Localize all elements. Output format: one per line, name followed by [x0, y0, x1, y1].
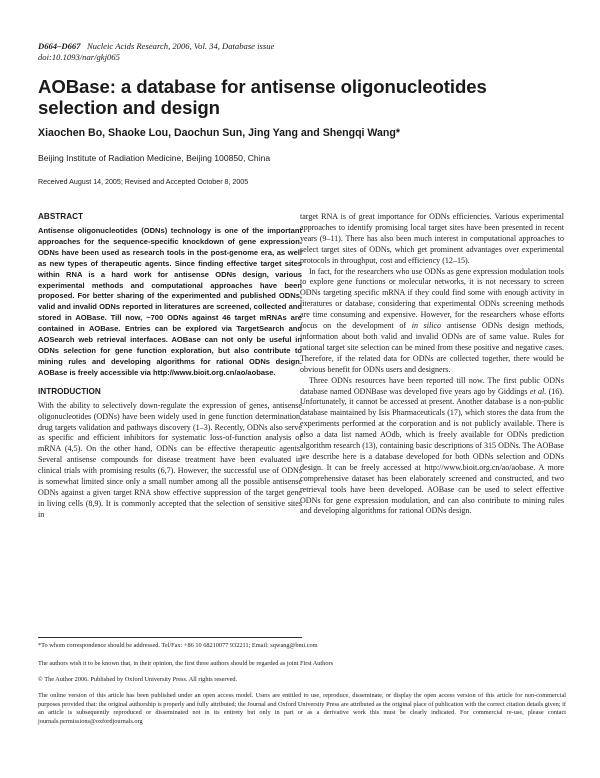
- affiliation: Beijing Institute of Radiation Medicine, Beijing 100850, China: [38, 153, 271, 163]
- body-paragraph-2: [300, 267, 564, 376]
- body-paragraph-3: [300, 376, 564, 518]
- footnote-license: The online version of this article has been published under an open access model. Users are entitled to use, reproduce, disseminate, or display the open access version of this article for non-commercial purposes provided that: the original authorship is properly and fully attributed; the Journal and Oxford University Press are attributed as the original place of publication with the correct citation details given; if an article is subsequently reproduced or disseminated not in its entirety but only in part or as a derivative work this must be clearly indicated. For commercial re-use, please contact journals.permissions@oxfordjournals.org: [38, 692, 566, 725]
- running-header: [38, 41, 558, 63]
- body-paragraph-3-a: Three ODNs resources have been reported till now. The first public ODNs database named ODNBase was developed five years ago by Giddings: [300, 375, 564, 396]
- abstract-heading: ABSTRACT: [38, 212, 84, 221]
- footnote-joint-authors: The authors wish it to be known that, in their opinion, the first three authors should be regarded as joint First Authors: [38, 660, 334, 667]
- footnote-rule: [38, 637, 302, 638]
- body-paragraph-2-b: antisense ODNs design methods, information about both valid and invalid ODNs are of same value. Rules for rational target site selection can be mined from these positive and negative cases. Therefore, if the related data for ODNs are collected together, there would be obvious benefit for ODNs users and designers.: [300, 321, 564, 374]
- body-paragraph-3-b: (16). Unfortunately, it cannot be accessed at present. Another database is a non-public database maintained by Isis Pharmaceuticals (17), which stores the data from the experiments performed at the corporation and is not publicly available. There is also a data list named AOdb, which is freely available for ODNs prediction algorithm research (13), containing basic descriptions of 315 ODNs. The AOBase we describe here is a database developed for both ODNs selection and ODNs design. It can be freely accessed at http://www.bioit.org.cn/ao/aobase. A more comprehensive dataset has been elaborately screened and constructed, and two retrieval tools have been developed. AOBase can be used to select effective ODNs for gene expression modulation, and can also contribute to mining rules and developing algorithms for rational ODNs design.: [300, 386, 565, 516]
- author-list: Xiaochen Bo, Shaoke Lou, Daochun Sun, Jing Yang and Shengqi Wang*: [38, 127, 400, 139]
- abstract-text: Antisense oligonucleotides (ODNs) technology is one of the important approaches for the sequence-specific knockdown of gene expression. ODNs have been used as research tools in the post-genome era, as well as new types of therapeutic agents. Since finding effective target sites within RNA is a hard work for antisense ODNs design, various experimental methods and computational approaches have been proposed. For better sharing of the experimented and published ODNs, valid and invalid ODNs reported in literatures are screened, collected and stored in AOBase. Till now, ~700 ODNs against 46 target mRNAs are contained in AOBase. Entries can be explored via TargetSearch and AOSearch web retrieval interfaces. AOBase can not only be useful in ODNs selection for gene function exploration, but also contribute to mining rules and developing algorithms for rational ODNs design. AOBase is freely accessible via http://www.bioit.org.cn/ao/aobase.: [38, 226, 302, 377]
- introduction-paragraph: With the ability to selectively down-regulate the expression of genes, antisense oligonucleotides (ODNs) have been widely used in gene function determination, drug targets validation and pathways discovery (1–3). Recently, ODNs also serve as specific and efficient inhibitors for systematic loss-of-function analysis of mRNA (4,5). On the other hand, ODNs can be effective therapeutic agents. Several antisense compounds for disease treatment have been evaluated in clinical trials with promising results (6,7). However, the successful use of ODNs is somewhat limited since only a small number among all the possible antisense ODNs against a given target RNA show effective suppression of the target gene in living cells (8,9). It is commonly accepted that the selection of sensitive sites in: [38, 400, 302, 519]
- footnote-copyright: © The Author 2006. Published by Oxford University Press. All rights reserved.: [38, 676, 238, 683]
- doi: doi:10.1093/nar/gkj065: [38, 52, 120, 62]
- body-paragraph-3-italic: et al.: [529, 386, 547, 396]
- received-dates: Received August 14, 2005; Revised and Accepted October 8, 2005: [38, 178, 249, 186]
- body-paragraph-2-a: In fact, for the researchers who use ODNs as gene expression modulation tools to explore gene functions or molecular networks, it is not necessary to screen ODNs targeting specific mRNA if they could find some with enough activity in literatures or database, considering that experimental ODNs screening methods are time consuming and expensive. However, for the researchers whose efforts focus on the development of: [300, 266, 564, 331]
- introduction-heading: INTRODUCTION: [38, 386, 101, 396]
- page-range: D664–D667: [38, 41, 81, 51]
- right-column: [300, 212, 564, 517]
- journal-citation: Nucleic Acids Research, 2006, Vol. 34, Database issue: [86, 41, 275, 51]
- article-title: AOBase: a database for antisense oligonucleotides selection and design: [38, 76, 487, 118]
- body-paragraph-2-italic: in silico: [411, 321, 442, 331]
- footnote-correspondence: *To whom correspondence should be addressed. Tel/Fax: +86 10 68210077 932211; Email: sqwang@bmi.com: [38, 642, 318, 649]
- left-column: [38, 212, 302, 521]
- body-paragraph-1: target RNA is of great importance for ODNs efficiencies. Various experimental approaches to identify promising local target sites have been presented in recent years (9–11). There has also been much interest in computational approaches to select target sites of ODNs, which get prominent advantages over experimental protocols in throughput, cost and efficiency (12–15).: [300, 212, 564, 265]
